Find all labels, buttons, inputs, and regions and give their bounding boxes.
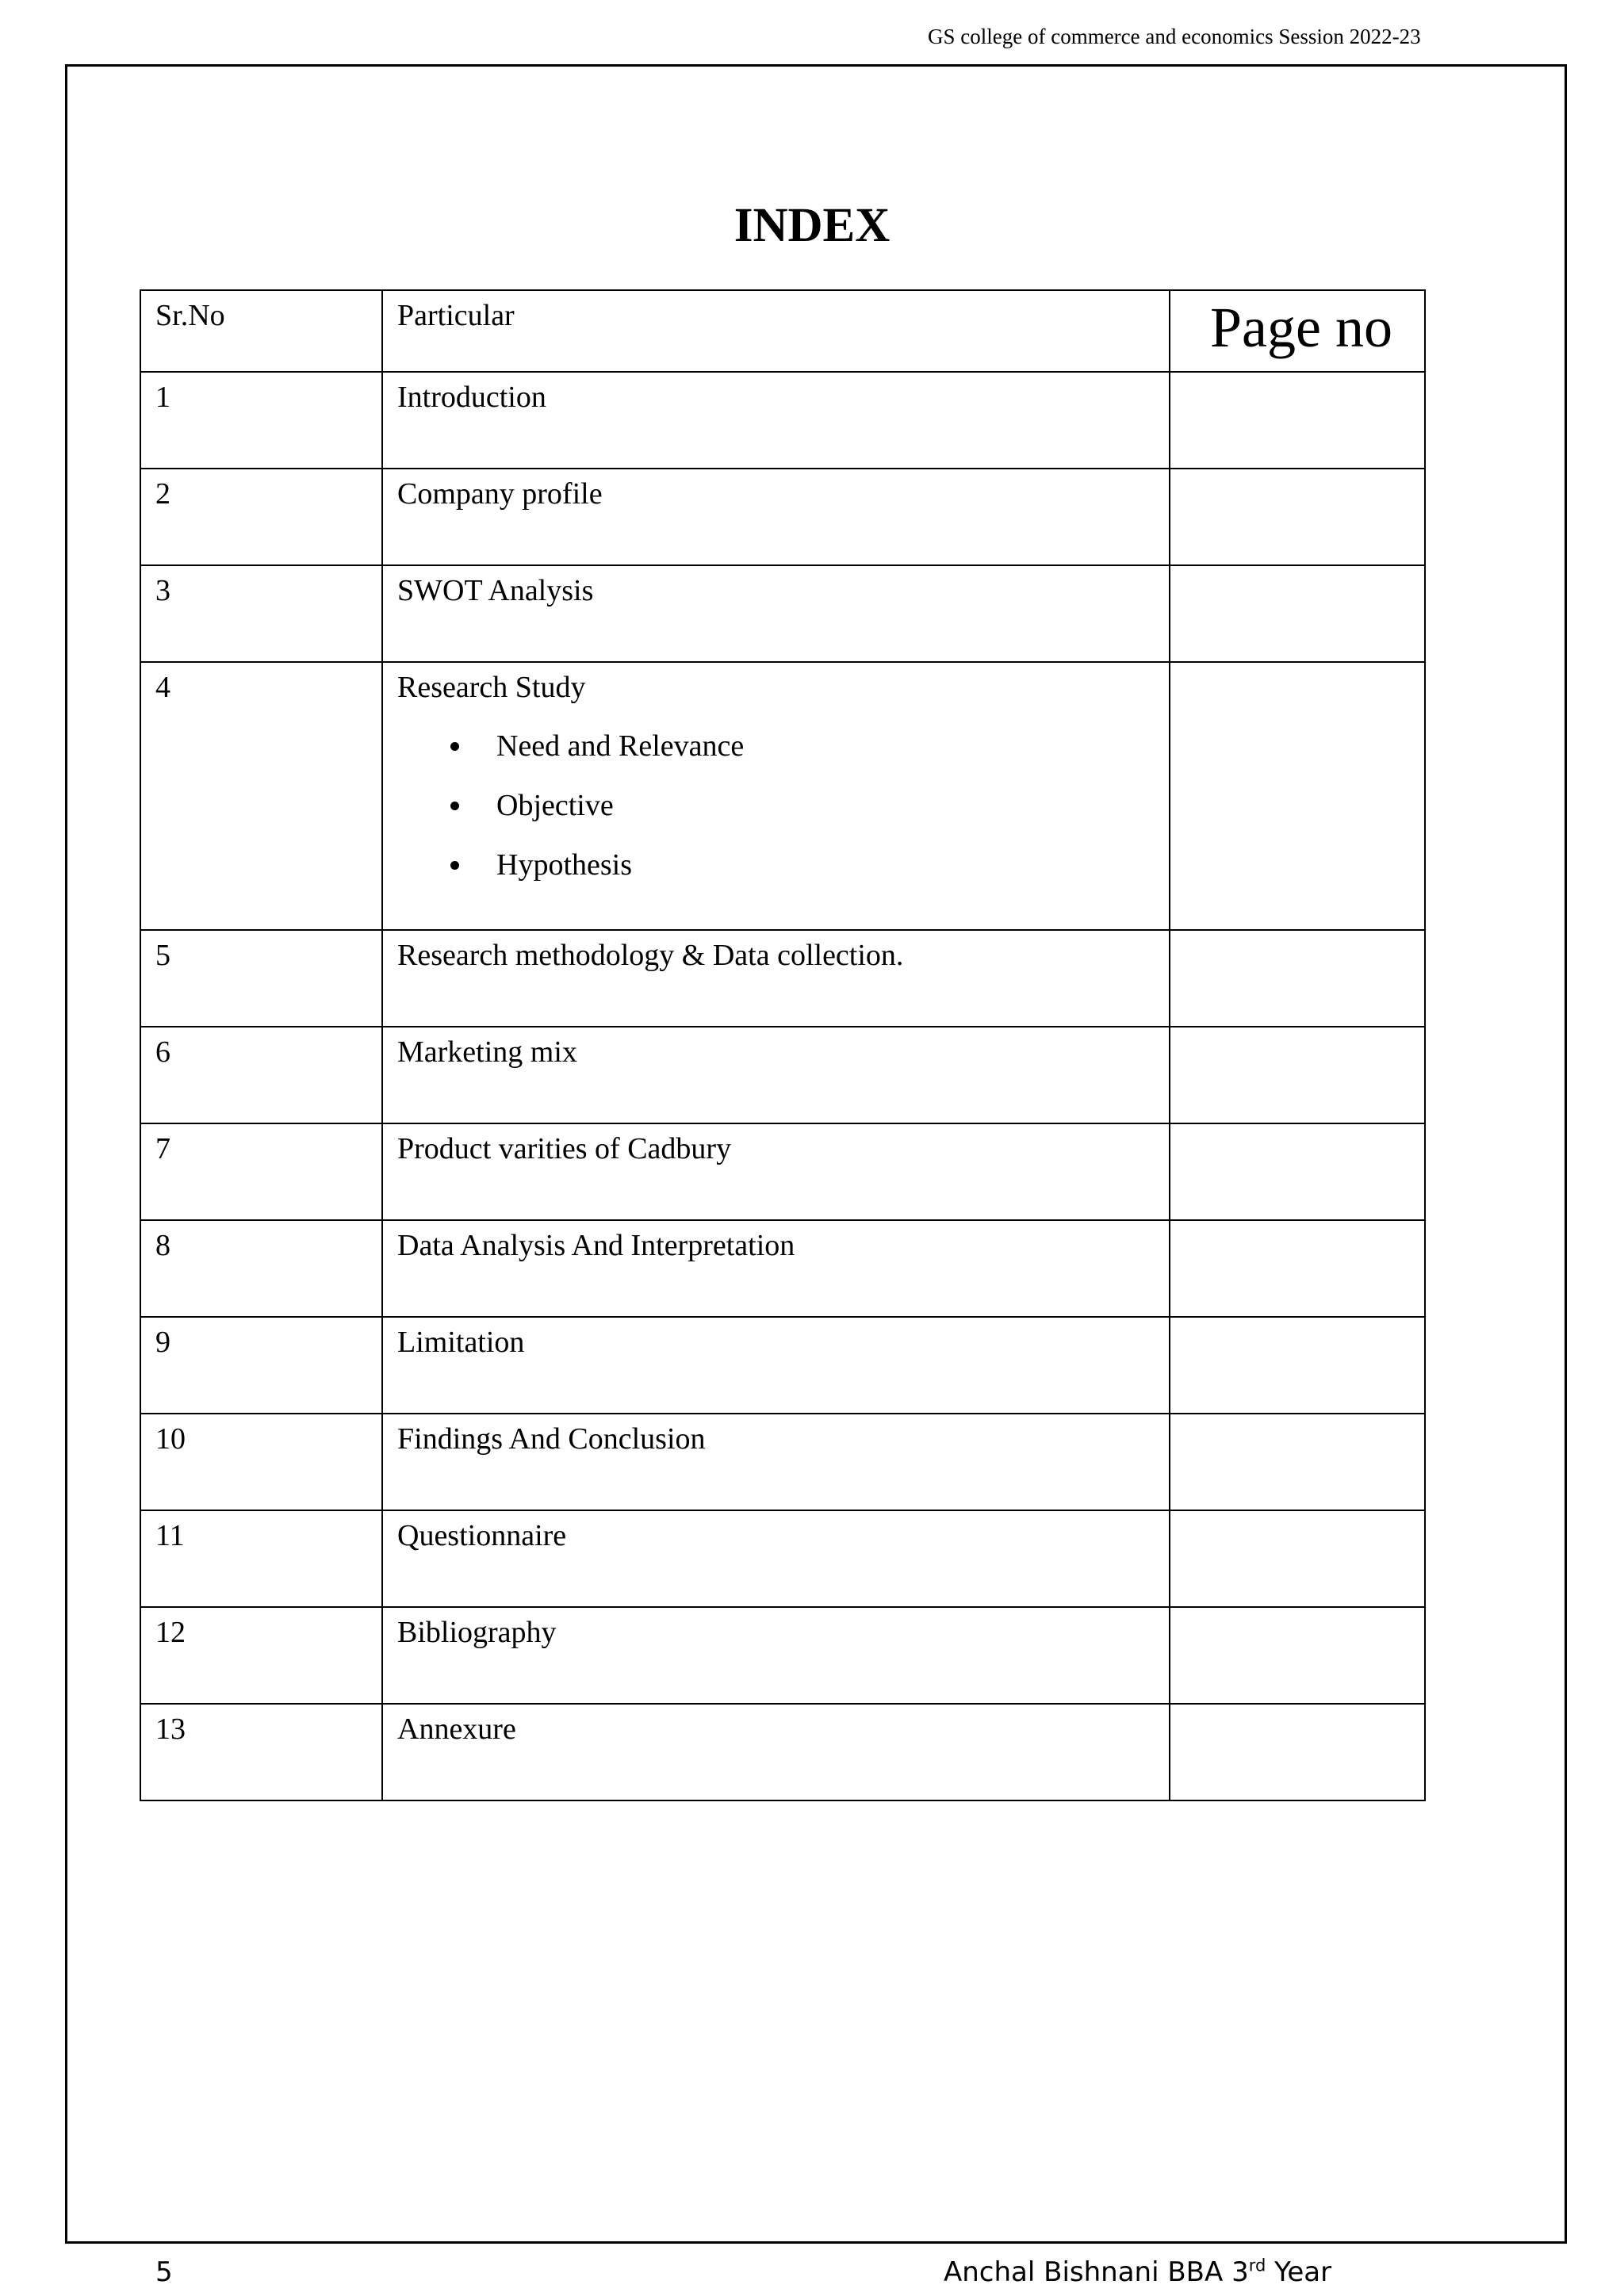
subitem-label: Need and Relevance	[496, 729, 745, 763]
cell-page-no	[1170, 1510, 1425, 1607]
index-table	[140, 289, 1426, 1801]
cell-sr-no: 13	[140, 1704, 382, 1800]
cell-page-no	[1170, 1317, 1425, 1414]
header-page-no: Page no	[1170, 290, 1425, 372]
subitem-label: Hypothesis	[496, 848, 632, 882]
cell-sr-no: 7	[140, 1123, 382, 1220]
cell-sr-no: 1	[140, 372, 382, 469]
footer-author-sup: rd	[1248, 2256, 1266, 2275]
cell-particular: Product varities of Cadbury	[382, 1123, 1170, 1220]
cell-particular: Annexure	[382, 1704, 1170, 1800]
cell-particular: Limitation	[382, 1317, 1170, 1414]
cell-sr-no: 10	[140, 1414, 382, 1510]
table-row	[140, 1220, 1425, 1317]
cell-page-no	[1170, 1123, 1425, 1220]
cell-sr-no: 11	[140, 1510, 382, 1607]
list-item	[450, 845, 1155, 885]
table-row	[140, 930, 1425, 1027]
cell-particular: Bibliography	[382, 1607, 1170, 1704]
bullet-icon	[450, 802, 459, 810]
table-row	[140, 1317, 1425, 1414]
bullet-icon	[450, 861, 459, 870]
list-item	[450, 726, 1155, 766]
cell-page-no	[1170, 372, 1425, 469]
header-particular: Particular	[382, 290, 1170, 372]
bullet-icon	[450, 742, 459, 751]
table-row	[140, 1123, 1425, 1220]
cell-sr-no: 2	[140, 469, 382, 565]
footer-page-number: 5	[155, 2256, 173, 2288]
cell-page-no	[1170, 930, 1425, 1027]
table-header-row	[140, 290, 1425, 372]
cell-sr-no: 3	[140, 565, 382, 662]
table-row	[140, 1414, 1425, 1510]
cell-particular: Data Analysis And Interpretation	[382, 1220, 1170, 1317]
footer-author-suffix: Year	[1266, 2256, 1332, 2288]
table-row	[140, 1510, 1425, 1607]
cell-page-no	[1170, 1704, 1425, 1800]
header-sr-no: Sr.No	[140, 290, 382, 372]
cell-particular: Introduction	[382, 372, 1170, 469]
cell-page-no	[1170, 1220, 1425, 1317]
cell-page-no	[1170, 1607, 1425, 1704]
cell-sr-no: 9	[140, 1317, 382, 1414]
cell-sr-no: 4	[140, 662, 382, 930]
cell-page-no	[1170, 662, 1425, 930]
table-row	[140, 372, 1425, 469]
cell-page-no	[1170, 565, 1425, 662]
cell-page-no	[1170, 469, 1425, 565]
cell-particular: SWOT Analysis	[382, 565, 1170, 662]
footer-author-name: Anchal Bishnani BBA 3	[944, 2256, 1249, 2288]
cell-particular: Research Study Need and Relevance Objective Hypothesis	[382, 662, 1170, 930]
cell-sr-no: 5	[140, 930, 382, 1027]
table-row	[140, 565, 1425, 662]
cell-page-no	[1170, 1414, 1425, 1510]
page-title: INDEX	[733, 199, 891, 252]
cell-particular: Questionnaire	[382, 1510, 1170, 1607]
cell-particular: Research methodology & Data collection.	[382, 930, 1170, 1027]
table-row	[140, 662, 1425, 930]
subitem-label: Objective	[496, 789, 614, 822]
cell-sr-no: 12	[140, 1607, 382, 1704]
cell-particular: Marketing mix	[382, 1027, 1170, 1123]
list-item	[450, 786, 1155, 825]
table-row	[140, 469, 1425, 565]
cell-sr-no: 8	[140, 1220, 382, 1317]
footer-author	[944, 2255, 1331, 2290]
cell-particular: Company profile	[382, 469, 1170, 565]
cell-particular: Findings And Conclusion	[382, 1414, 1170, 1510]
subitem-list	[397, 726, 1155, 885]
cell-sr-no: 6	[140, 1027, 382, 1123]
table-row	[140, 1027, 1425, 1123]
running-header: GS college of commerce and economics Session 2022-23	[928, 25, 1421, 48]
cell-page-no	[1170, 1027, 1425, 1123]
table-row	[140, 1704, 1425, 1800]
table-row	[140, 1607, 1425, 1704]
